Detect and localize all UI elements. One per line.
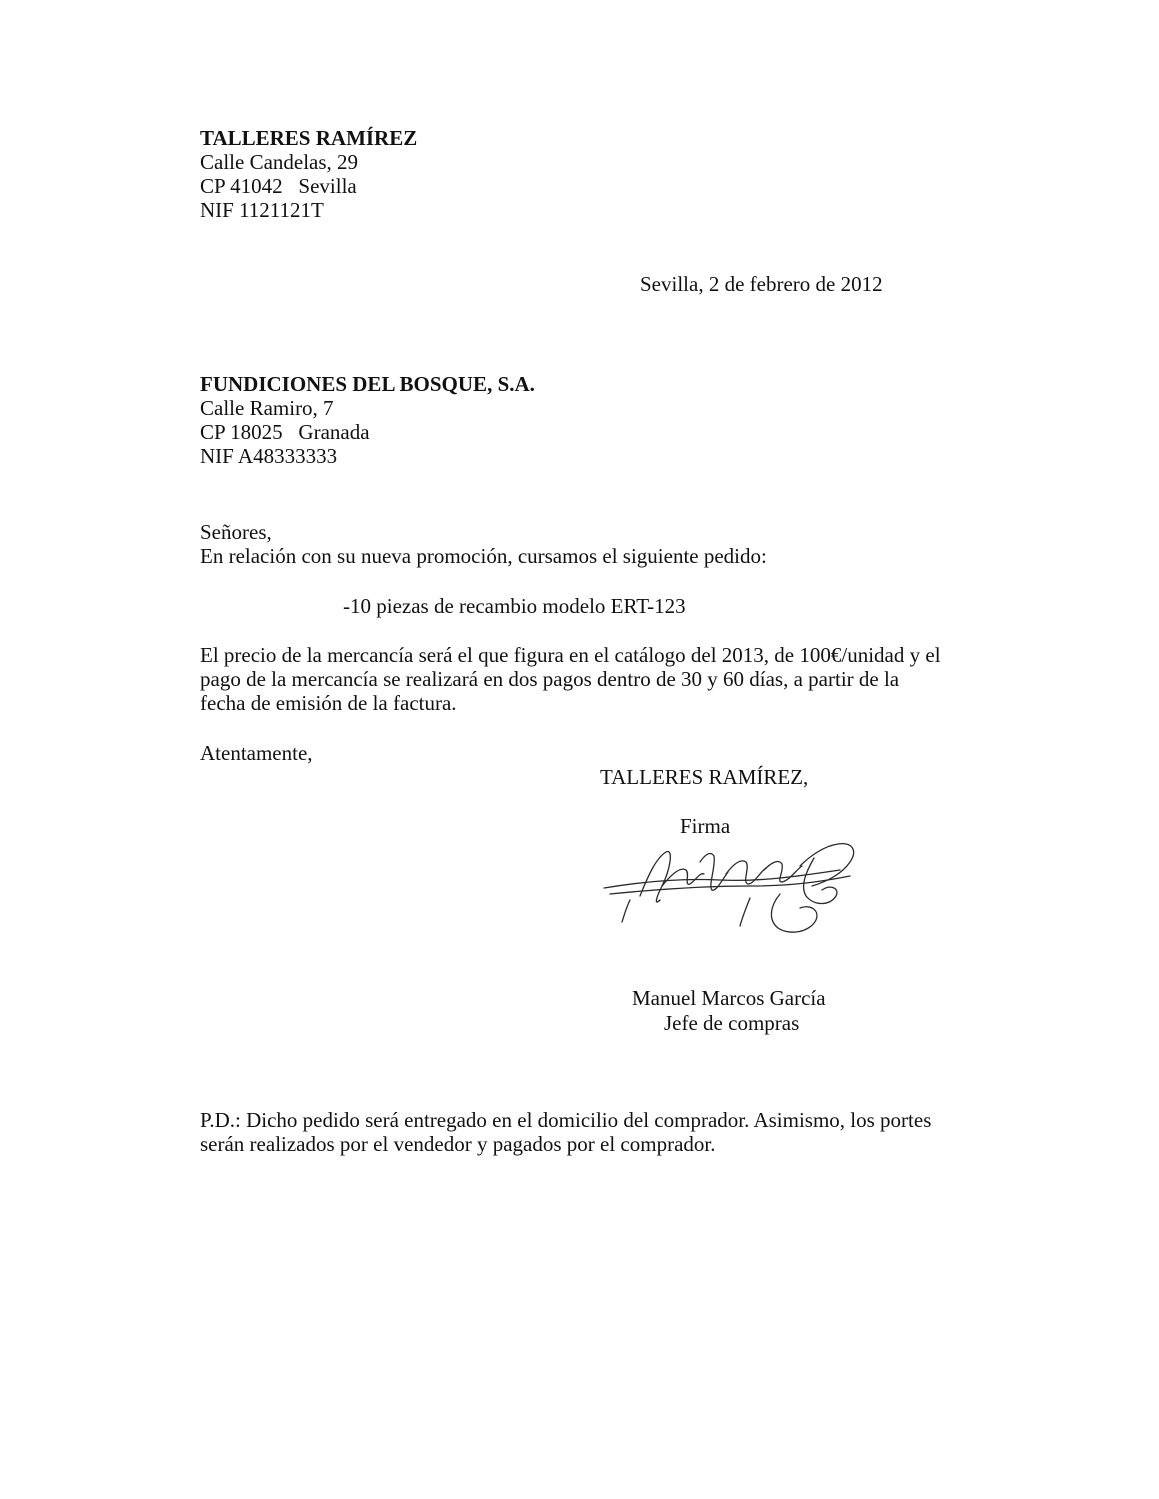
recipient-city: CP 18025 Granada (200, 420, 370, 444)
company-sign-name: TALLERES RAMÍREZ, (600, 765, 809, 789)
closing: Atentamente, (200, 741, 313, 765)
recipient-name: FUNDICIONES DEL BOSQUE, S.A. (200, 372, 535, 396)
body-line: pago de la mercancía se realizará en dos pagos dentro de 30 y 60 días, a partir de la (200, 667, 900, 691)
recipient-nif: NIF A48333333 (200, 444, 338, 468)
date-line: Sevilla, 2 de febrero de 2012 (640, 272, 883, 296)
sender-nif: NIF 1121121T (200, 198, 324, 222)
order-item: -10 piezas de recambio modelo ERT-123 (343, 594, 686, 618)
recipient-address: Calle Ramiro, 7 (200, 396, 334, 420)
intro-text: En relación con su nueva promoción, cursamos el siguiente pedido: (200, 544, 767, 568)
body-paragraph (200, 643, 941, 715)
signer-role: Jefe de compras (664, 1011, 800, 1035)
postscript-line: serán realizados por el vendedor y pagados por el comprador. (200, 1132, 716, 1156)
signature-icon (600, 836, 862, 940)
postscript (200, 1108, 931, 1156)
signer-name: Manuel Marcos García (632, 986, 826, 1010)
postscript-line: P.D.: Dicho pedido será entregado en el domicilio del comprador. Asimismo, los portes (200, 1108, 932, 1132)
body-line: El precio de la mercancía será el que figura en el catálogo del 2013, de 100€/unidad y el (200, 643, 941, 667)
greeting: Señores, (200, 520, 272, 544)
recipient-block (200, 372, 535, 468)
greeting-block (200, 520, 767, 568)
firma-label: Firma (680, 814, 731, 838)
body-line: fecha de emisión de la factura. (200, 691, 457, 715)
sender-address: Calle Candelas, 29 (200, 150, 359, 174)
sender-block (200, 126, 417, 222)
sender-city: CP 41042 Sevilla (200, 174, 357, 198)
sender-name: TALLERES RAMÍREZ (200, 126, 418, 150)
